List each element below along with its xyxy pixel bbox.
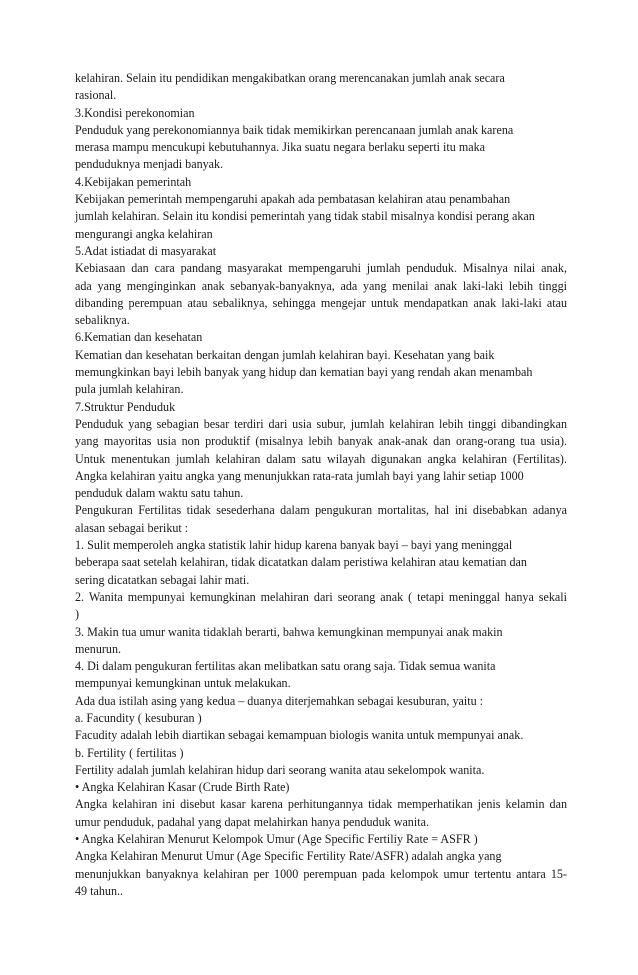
text-line: kelahiran. Selain itu pendidikan mengakibatkan orang merencanakan jumlah anak secara [75, 71, 505, 85]
text-line: Facudity adalah lebih diartikan sebagai kemampuan biologis wanita untuk mempunyai anak. [75, 728, 524, 743]
text-line: 4. Di dalam pengukuran fertilitas akan melibatkan satu orang saja. Tidak semua wanita [75, 659, 496, 674]
text-line: pula jumlah kelahiran. [75, 382, 184, 397]
text-line: 2. Wanita mempunyai kemungkinan melahiran dari seorang anak ( tetapi meninggal hanya sekali [75, 589, 567, 604]
text-line: Angka kelahiran yaitu angka yang menunjukkan rata-rata jumlah bayi yang lahir setiap 1000 [75, 468, 524, 483]
text-line: 1. Sulit memperoleh angka statistik lahir hidup karena banyak bayi – bayi yang meninggal [75, 538, 513, 553]
text-line: menunjukkan banyaknya kelahiran per 1000 perempuan pada kelompok umur tertentu antara 15- [75, 866, 567, 881]
text-line: 7.Struktur Penduduk [75, 399, 176, 414]
text-line: 49 tahun.. [75, 883, 124, 898]
text-line: • Angka Kelahiran Menurut Kelompok Umur (Age Specific Fertiliy Rate = ASFR ) [75, 832, 478, 847]
text-line: umur penduduk, padahal yang dapat melahirkan hanya penduduk wanita. [75, 814, 429, 829]
body-text [75, 70, 567, 900]
text-line: penduduknya menjadi banyak. [75, 157, 224, 172]
text-line: Kebijakan pemerintah mempengaruhi apakah ada pembatasan kelahiran atau penambahan [75, 192, 511, 207]
text-line: penduduk dalam waktu satu tahun. [75, 486, 244, 501]
text-line: 3.Kondisi perekonomian [75, 105, 195, 120]
text-line: 5.Adat istiadat di masyarakat [75, 243, 217, 258]
text-line: memungkinkan bayi lebih banyak yang hidup dan kematian bayi yang rendah akan menambah [75, 365, 533, 380]
text-line: Untuk menentukan jumlah kelahiran dalam satu wilayah digunakan angka kelahiran (Fertilitas). [75, 451, 567, 466]
text-line: Kebiasaan dan cara pandang masyarakat mempengaruhi jumlah penduduk. Misalnya nilai anak, [75, 261, 567, 276]
text-line: sering dicatatkan sebagai lahir mati. [75, 572, 250, 587]
text-line: mengurangi angka kelahiran [75, 226, 213, 241]
text-line: ) [75, 607, 80, 622]
text-line: sebaliknya. [75, 313, 130, 328]
text-line: Angka Kelahiran Menurut Umur (Age Specific Fertility Rate/ASFR) adalah angka yang [75, 849, 502, 864]
text-line: alasan sebagai berikut : [75, 520, 189, 535]
text-line: Penduduk yang perekonomiannya baik tidak memikirkan perencanaan jumlah anak karena [75, 122, 514, 137]
text-line: ada yang menginginkan anak sebanyak-banyaknya, ada yang menilai anak laki-laki lebih tinggi [75, 278, 567, 293]
text-line: menurun. [75, 641, 122, 656]
text-line: a. Facundity ( kesuburan ) [75, 710, 202, 725]
text-line: rasional. [75, 88, 117, 103]
text-line: • Angka Kelahiran Kasar (Crude Birth Rate) [75, 780, 290, 795]
text-line: 6.Kematian dan kesehatan [75, 330, 203, 345]
text-line: 3. Makin tua umur wanita tidaklah berarti, bahwa kemungkinan mempunyai anak makin [75, 624, 503, 639]
text-line: merasa mampu mencukupi kebutuhannya. Jika suatu negara berlaku seperti itu maka [75, 140, 486, 155]
text-line: mempunyai kemungkinan untuk melakukan. [75, 676, 291, 691]
text-line: Kematian dan kesehatan berkaitan dengan jumlah kelahiran bayi. Kesehatan yang baik [75, 347, 495, 362]
text-line: 4.Kebijakan pemerintah [75, 174, 192, 189]
text-line: yang mayoritas usia non produktif (misalnya lebih banyak anak-anak dan orang-orang tua usia). [75, 434, 567, 449]
text-line: Ada dua istilah asing yang kedua – duanya diterjemahkan sebagai kesuburan, yaitu : [75, 693, 484, 708]
text-line: dibanding perempuan atau sebaliknya, sehingga mengejar untuk mendapatkan anak laki-laki atau [75, 295, 567, 310]
text-line: Angka kelahiran ini disebut kasar karena perhitungannya tidak memperhatikan jenis kelamin dan [75, 797, 567, 812]
text-line: beberapa saat setelah kelahiran, tidak dicatatkan dalam peristiwa kelahiran atau kematian dan [75, 555, 527, 570]
text-line: Fertility adalah jumlah kelahiran hidup dari seorang wanita atau sekelompok wanita. [75, 762, 485, 777]
text-line: jumlah kelahiran. Selain itu kondisi pemerintah yang tidak stabil misalnya kondisi perang akan [75, 209, 535, 224]
text-line: b. Fertility ( fertilitas ) [75, 745, 184, 760]
text-line: Pengukuran Fertilitas tidak sesederhana dalam pengukuran mortalitas, hal ini disebabkan adanya [75, 503, 567, 518]
text-line: Penduduk yang sebagian besar terdiri dari usia subur, jumlah kelahiran lebih tinggi dibandingkan [75, 416, 567, 431]
